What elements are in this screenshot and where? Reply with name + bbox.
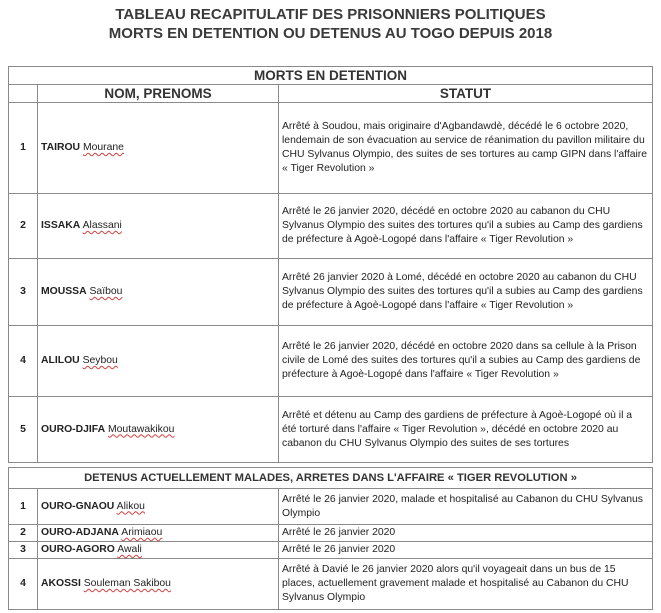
deaths-table [8, 66, 653, 463]
row-number: 3 [9, 542, 38, 559]
table-row [9, 489, 653, 525]
row-status: Arrêté le 26 janvier 2020, décédé en octobre 2020 au cabanon du CHU Sylvanus Olympio des suites des tortures qu'il a subies au Camp des gardiens de préfecture à Agoè-Logopé dans l'affaire « Tiger Revolution » [279, 194, 653, 259]
row-number: 4 [9, 326, 38, 397]
row-status: Arrêté le 26 janvier 2020 [279, 525, 653, 542]
header-status: STATUT [279, 85, 653, 103]
row-surname: MOUSSA [41, 286, 87, 297]
row-surname: OURO-AGORO [41, 544, 115, 555]
table-row [9, 326, 653, 397]
row-name [38, 326, 279, 397]
row-given-name: Seybou [82, 355, 118, 366]
row-given-name: Alikou [116, 500, 145, 512]
detainees-section-title: DETENUS ACTUELLEMENT MALADES, ARRETES DANS L'AFFAIRE « TIGER REVOLUTION » [9, 468, 653, 489]
row-number: 1 [9, 489, 38, 525]
row-status: Arrêté et détenu au Camp des gardiens de préfecture à Agoè-Logopé où il a été torturé dans l'affaire « Tiger Revolution », décédé en octobre 2020 au cabanon du CHU Sylvanus Olympio des suites de ses tortures [279, 397, 653, 463]
row-status: Arrêté le 26 janvier 2020 [279, 542, 653, 559]
row-surname: ALILOU [41, 355, 80, 366]
header-num-cell [9, 85, 38, 103]
table-row [9, 559, 653, 610]
detainees-table [8, 467, 653, 610]
row-number: 4 [9, 559, 38, 610]
row-surname: OURO-ADJANA [41, 527, 119, 538]
deaths-section-title: MORTS EN DETENTION [9, 67, 653, 85]
row-name [38, 559, 279, 610]
row-surname: AKOSSI [41, 578, 81, 589]
row-status: Arrêté à Soudou, mais originaire d'Agbandawdè, décédé le 6 octobre 2020, lendemain de son évacuation au service de réanimation du pavillon militaire du CHU Sylvanus Olympio, des suites de ses tortures au camp GIPN dans l'affaire « Tiger Revolution » [279, 103, 653, 194]
row-surname: OURO-DJIFA [41, 423, 106, 435]
document-title [0, 5, 661, 43]
table-row [9, 194, 653, 259]
table-row [9, 397, 653, 463]
table-row [9, 525, 653, 542]
row-name [38, 542, 279, 559]
row-name [38, 489, 279, 525]
row-surname: ISSAKA [41, 220, 81, 231]
row-number: 1 [9, 103, 38, 194]
row-surname: TAIROU [41, 142, 81, 153]
header-name: NOM, PRENOMS [38, 85, 279, 103]
row-given-name: Saïbou [89, 286, 123, 297]
row-surname: OURO-GNAOU [41, 500, 115, 512]
row-number: 3 [9, 259, 38, 326]
row-name [38, 194, 279, 259]
table-row [9, 103, 653, 194]
row-name [38, 259, 279, 326]
row-name [38, 525, 279, 542]
row-name [38, 103, 279, 194]
row-number: 2 [9, 525, 38, 542]
row-status: Arrêté le 26 janvier 2020, malade et hospitalisé au Cabanon du CHU Sylvanus Olympio [279, 489, 653, 525]
table-row [9, 259, 653, 326]
title-line-1: TABLEAU RECAPITULATIF DES PRISONNIERS POLITIQUES [115, 6, 546, 23]
deaths-header-row [9, 85, 653, 103]
row-given-name: Alassani [82, 220, 122, 231]
row-given-name: Awali [117, 544, 142, 555]
row-number: 5 [9, 397, 38, 463]
row-given-name: Souleman Sakibou [83, 578, 171, 589]
row-status: Arrêté 26 janvier 2020 à Lomé, décédé en octobre 2020 au cabanon du CHU Sylvanus Olympio des suites des tortures qu'il a subies au Camp des gardiens de préfecture à Agoè-Logopé dans l'affaire « Tiger Revolution » [279, 259, 653, 326]
title-line-2: MORTS EN DETENTION OU DETENUS AU TOGO DEPUIS 2018 [108, 25, 553, 42]
row-given-name: Mourane [82, 142, 124, 153]
row-given-name: Arimiaou [121, 527, 163, 538]
row-number: 2 [9, 194, 38, 259]
row-status: Arrêté à Davié le 26 janvier 2020 alors qu'il voyageait dans un bus de 15 places, actuellement gravement malade et hospitalisé au Cabanon du CHU Sylvanus Olympio [279, 559, 653, 610]
row-given-name: Moutawakikou [107, 423, 175, 435]
row-status: Arrêté le 26 janvier 2020, décédé en octobre 2020 dans sa cellule à la Prison civile de Lomé des suites des tortures qu'il a subies au Camp des gardiens de préfecture à Agoè-Logopé dans l'affaire « Tiger Revolution » [279, 326, 653, 397]
table-row [9, 542, 653, 559]
row-name [38, 397, 279, 463]
